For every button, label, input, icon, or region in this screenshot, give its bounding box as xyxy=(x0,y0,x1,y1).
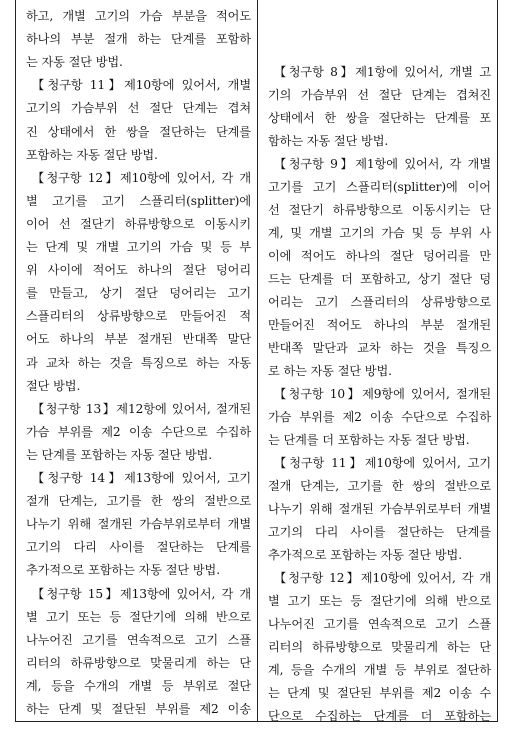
left-column-line: 하는 단계 및 절단된 부위를 제2 이송 xyxy=(26,702,251,716)
right-column-line: 절개 단계는, 고기를 한 쌍의 절반으로 xyxy=(268,479,491,493)
left-column-line: 계, 등을 수개의 개별 등 부위로 절단 xyxy=(26,678,251,693)
left-column-line: 나누기 위해 절개된 가슴부위로부터 개별 xyxy=(26,517,251,532)
right-column-line: 나누어진 고기를 연속적으로 고기 스플 xyxy=(268,617,491,631)
left-column-line: 위 사이에 적어도 하나의 절단 덩어리 xyxy=(26,263,251,278)
right-column-line: 고기의 다리 사이를 절단하는 단계를 xyxy=(268,525,491,539)
left-column-line: 【청구항 14】제13항에 있어서, 고기 xyxy=(32,471,251,485)
left-column-line: 절단 방법. xyxy=(26,378,81,393)
left-column-line: 별 고기를 고기 스플리터(splitter)에 xyxy=(26,193,251,208)
left-column-line: 별 고기 또는 등 절단기에 의해 반으로 xyxy=(26,609,251,624)
left-column-line: 추가적으로 포함하는 자동 절단 방법. xyxy=(26,563,220,578)
right-column-line: 계, 등을 수개의 개별 등 부위로 절단하 xyxy=(268,663,491,677)
left-column-line: 하고, 개별 고기의 가슴 부분을 적어도 xyxy=(26,9,251,23)
left-column-line: 가슴 부위를 제2 이송 수단으로 수집하 xyxy=(26,424,251,439)
left-column-line: 는 자동 절단 방법. xyxy=(26,55,123,70)
right-column-line: 는 단계를 더 포함하는 자동 절단 방법. xyxy=(268,433,470,447)
right-column xyxy=(258,0,497,721)
left-column-line: 리터의 하류방향으로 맞물리게 하는 단 xyxy=(26,655,251,670)
left-column-line: 이어 선 절단기 하류방향으로 이동시키 xyxy=(26,216,251,231)
right-column-line: 기의 가슴부위 선 절단 단계는 겹쳐진 xyxy=(268,88,491,102)
right-column-line: 만들어진 적어도 하나의 부분 절개된 xyxy=(268,318,491,332)
claims-table xyxy=(15,0,498,722)
right-column-line: 드는 단계를 더 포함하고, 상기 절단 덩 xyxy=(268,272,491,286)
left-column-line: 나누어진 고기를 연속적으로 고기 스플 xyxy=(26,632,251,647)
right-column-line: 나누기 위해 절개된 가슴부위로부터 개별 xyxy=(268,502,491,516)
right-column-line: 【청구항 11】제10항에 있어서, 고기 xyxy=(274,456,491,470)
left-column-line: 하나의 부분 절개 하는 단계를 포함하 xyxy=(26,32,251,47)
right-column-line: 【청구항 12】제10항에 있어서, 각 개 xyxy=(274,571,491,585)
right-column-line: 는 단계 및 절단된 부위를 제2 이송 수 xyxy=(268,686,491,700)
right-column-line: 【청구항 10】제9항에 있어서, 절개된 xyxy=(274,387,491,401)
right-column-line: 계, 및 개별 고기의 가슴 및 등 부위 사 xyxy=(268,226,491,240)
left-column-line: 포함하는 자동 절단 방법. xyxy=(26,147,158,162)
left-column-line: 과 교차 하는 것을 특징으로 하는 자동 xyxy=(26,355,251,370)
left-column-line: 는 단계 및 개별 고기의 가슴 및 등 부 xyxy=(26,240,251,254)
right-column-line: 단으로 수집하는 단계를 더 포함하는 xyxy=(268,709,491,721)
left-column-line: 【청구항 15】제13항에 있어서, 각 개 xyxy=(32,586,251,601)
right-column-line: 어리는 고기 스플리터의 상류방향으로 xyxy=(268,295,491,309)
right-column-line: 별 고기 또는 등 절단기에 의해 반으로 xyxy=(268,594,491,608)
left-column-line: 절개 단계는, 고기를 한 쌍의 절반으로 xyxy=(26,494,251,509)
left-column-line: 를 만들고, 상기 절단 덩어리는 고기 xyxy=(26,286,251,301)
right-column-line: 리터의 하류방향으로 맞물리게 하는 단 xyxy=(268,640,491,654)
right-column-line: 함하는 자동 절단 방법. xyxy=(268,134,389,148)
right-column-line: 로 하는 자동 절단 방법. xyxy=(268,364,392,378)
left-column xyxy=(16,0,258,721)
left-column-line: 진 상태에서 한 쌍을 절단하는 단계를 xyxy=(26,124,251,139)
right-column-line: 【청구항 9】제1항에 있어서, 각 개별 xyxy=(274,157,491,171)
right-column-line: 가슴 부위를 제2 이송 수단으로 수집하 xyxy=(268,410,491,424)
left-column-line: 어도 하나의 부분 절개된 반대쪽 말단 xyxy=(26,332,251,347)
left-column-line: 【청구항 11】제10항에 있어서, 개별 xyxy=(32,78,251,93)
left-column-line: 고기의 가슴부위 선 절단 단계는 겹쳐 xyxy=(26,101,251,116)
left-column-line: 고기의 다리 사이를 절단하는 단계를 xyxy=(26,540,251,555)
left-column-line: 는 단계를 포함하는 자동 절단 방법. xyxy=(26,447,213,462)
right-column-line: 이에 적어도 하나의 절단 덩어리를 만 xyxy=(268,249,491,263)
right-column-line: 【청구항 8】제1항에 있어서, 개별 고 xyxy=(274,65,491,79)
right-column-line: 고기를 고기 스플리터(splitter)에 이어 xyxy=(268,180,491,194)
right-column-line: 선 절단기 하류방향으로 이동시키는 단 xyxy=(268,203,491,217)
right-column-line: 상태에서 한 쌍을 절단하는 단계를 포 xyxy=(268,111,491,125)
right-column-line: 추가적으로 포함하는 자동 절단 방법. xyxy=(268,548,462,562)
left-column-line: 【청구항 13】제12항에 있어서, 절개된 xyxy=(32,401,251,416)
left-column-line: 스플리터의 상류방향으로 만들어진 적 xyxy=(26,309,251,324)
right-column-line: 반대쪽 말단과 교차 하는 것을 특징으 xyxy=(268,341,491,355)
left-column-line: 【청구항 12】제10항에 있어서, 각 개 xyxy=(32,170,251,185)
